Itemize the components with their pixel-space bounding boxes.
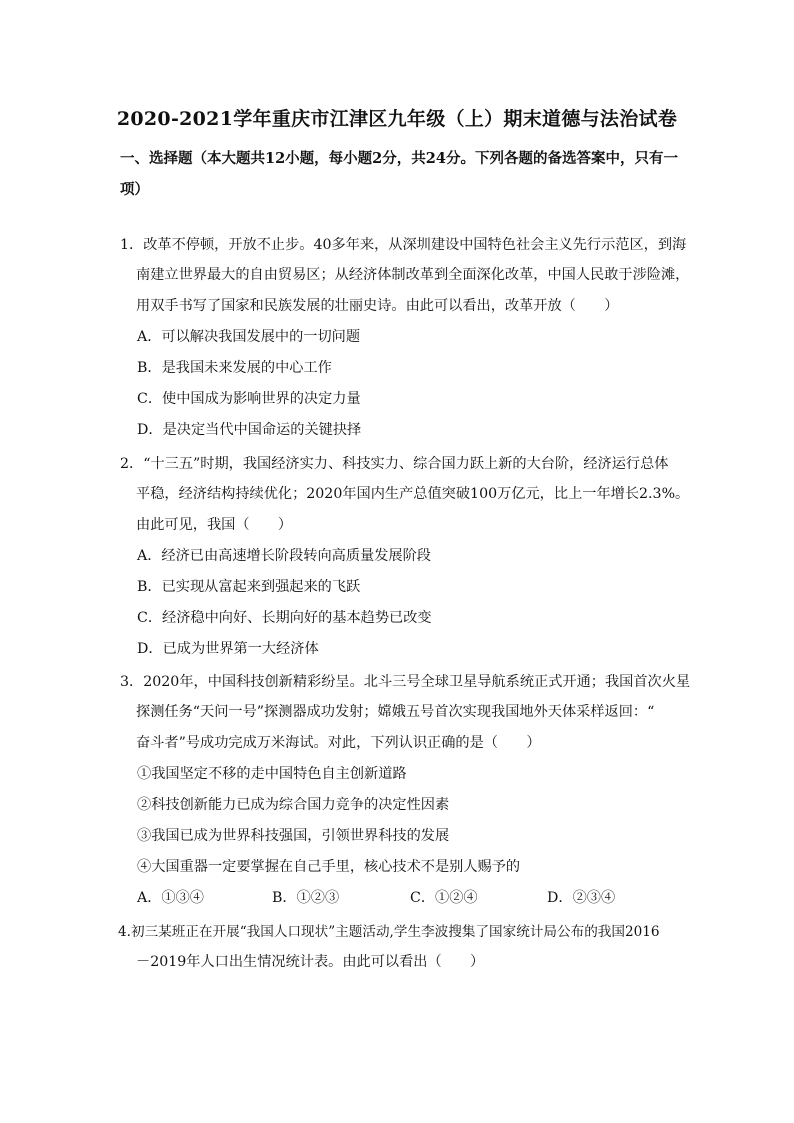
- q4-stem-line2: －2019年人口出生情况统计表。由此可以看出（ ）: [136, 954, 485, 970]
- q2-stem-line3: 由此可见，我国（ ）: [136, 517, 293, 533]
- q3-statement-4: ④大国重器一定要掌握在自己手里，核心技术不是别人赐予的: [137, 859, 521, 875]
- q1-stem-line3: 用双手书写了国家和民族发展的壮丽史诗。由此可以看出，改革开放（ ）: [136, 298, 619, 314]
- q1-option-b: B．是我国未来发展的中心工作: [137, 360, 332, 376]
- q3-option-d: D．②③④: [547, 890, 616, 906]
- q3-option-b: B．①②③: [272, 890, 340, 906]
- q1-stem-line1: 1．改革不停顿，开放不止步。40多年来，从深圳建设中国特色社会主义先行示范区，到海: [120, 237, 687, 253]
- exam-title: 2020-2021学年重庆市江津区九年级（上）期末道德与法治试卷: [116, 108, 678, 130]
- q2-option-d: D．已成为世界第一大经济体: [137, 641, 319, 657]
- q1-stem-line2: 南建立世界最大的自由贸易区；从经济体制改革到全面深化改革，中国人民敢于涉险滩，: [136, 267, 690, 283]
- q3-option-a: A．①③④: [137, 890, 204, 906]
- q2-stem-line2: 平稳，经济结构持续优化；2020年国内生产总值突破100万亿元，比上一年增长2.3%。: [136, 486, 690, 502]
- q3-statement-3: ③我国已成为世界科技强国，引领世界科技的发展: [137, 828, 450, 844]
- section-heading: 一、选择题（本大题共12小题，每小题2分，共24分。下列各题的备选答案中，只有一项）: [120, 150, 678, 198]
- q3-stem-line2: 探测任务“天问一号”探测器成功发射；嫦娥五号首次实现我国地外天体采样返回：“: [136, 704, 655, 720]
- q3-option-c: C．①②④: [410, 890, 478, 906]
- q1-option-d: D．是决定当代中国命运的关键抉择: [137, 422, 362, 438]
- q4-stem-line1: 4.初三某班正在开展“我国人口现状”主题活动,学生李波搜集了国家统计局公布的我国2016: [118, 924, 660, 940]
- q3-stem-line1: 3．2020年，中国科技创新精彩纷呈。北斗三号全球卫星导航系统正式开通；我国首次火星: [120, 674, 691, 690]
- q3-stem-line3: 奋斗者”号成功完成万米海试。对此，下列认识正确的是（ ）: [136, 735, 541, 751]
- q2-option-c: C．经济稳中向好、长期向好的基本趋势已改变: [137, 610, 432, 626]
- q2-option-a: A．经济已由高速增长阶段转向高质量发展阶段: [137, 548, 431, 564]
- q2-option-b: B．已实现从富起来到强起来的飞跃: [137, 579, 361, 595]
- q1-option-c: C．使中国成为影响世界的决定力量: [137, 391, 361, 407]
- q3-statement-2: ②科技创新能力已成为综合国力竞争的决定性因素: [137, 797, 450, 813]
- q1-option-a: A．可以解决我国发展中的一切问题: [137, 329, 361, 345]
- q2-stem-line1: 2．“十三五”时期，我国经济实力、科技实力、综合国力跃上新的大台阶，经济运行总体: [120, 456, 669, 472]
- q3-statement-1: ①我国坚定不移的走中国特色自主创新道路: [137, 766, 407, 782]
